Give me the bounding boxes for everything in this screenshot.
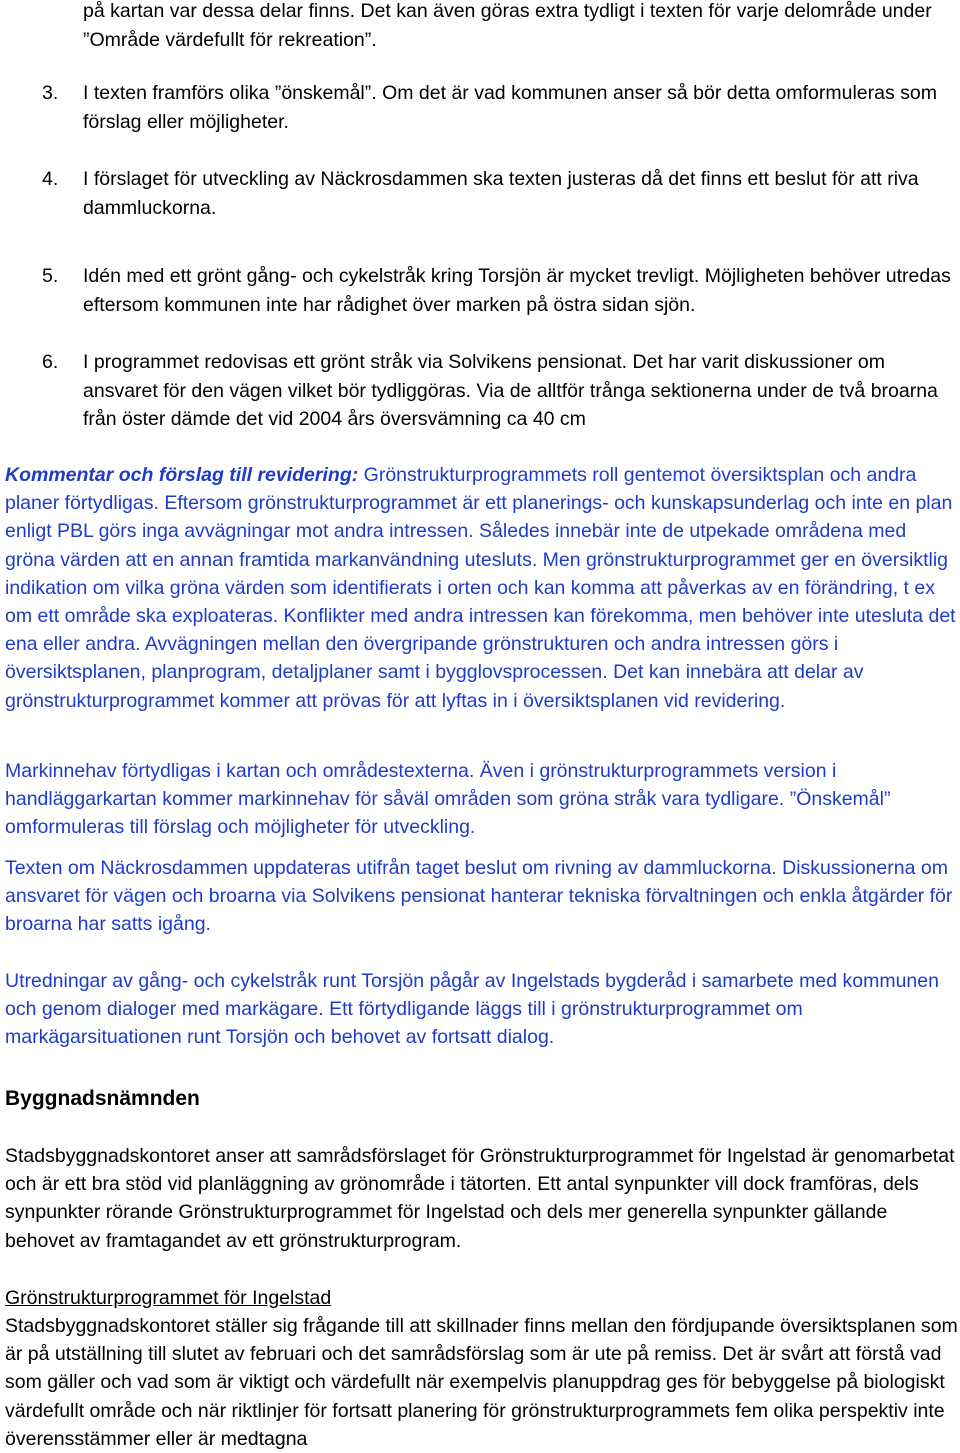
list-number: 5. bbox=[42, 265, 59, 287]
blue-paragraph-markinnehav: Markinnehav förtydligas i kartan och områdestexterna. Även i grönstrukturprogrammets version i handläggarkartan kommer markinnehav för såväl områden som gröna stråk vara tydligare. ”Önskemål” omformuleras till förslag och möjligheter för utveckling. bbox=[5, 760, 891, 839]
list-item-text: I texten framförs olika ”önskemål”. Om det är vad kommunen anser så bör detta omformuleras som förslag eller möjligheter. bbox=[83, 82, 938, 133]
last-paragraph: Stadsbyggnadskontoret ställer sig frågande till att skillnader finns mellan den fördjupande översiktsplanen som är på utställning till slutet av februari och det samrådsförslag som är ute på remiss. Det är svårt att förstå vad som gäller och vad som är viktigt och värdefullt när exempelvis planuppdrag ges för bebyggelse på biologiskt värdefullt område och när riktlinjer för fortsatt planering för grönstrukturprogrammets fem olika perspektiv inte överensstämmer eller är medtagna bbox=[5, 1315, 958, 1450]
list-number: 6. bbox=[42, 351, 59, 373]
comment-paragraph bbox=[5, 461, 960, 715]
list-item-text: I programmet redovisas ett grönt stråk via Solvikens pensionat. Det har varit diskussioner om ansvaret för den vägen vilket bör tydliggöras. Via de alltför trånga sektionerna under de två broarna från öster dämde det vid 2004 års översvämning ca 40 cm bbox=[83, 351, 938, 430]
comment-text: Grönstrukturprogrammets roll gentemot översiktsplan och andra planer förtydligas. Eftersom grönstrukturprogrammet är ett planerings- och kunskapsunderlag och inte en plan enligt PBL görs inga avvägningar mot andra intressen. Således innebär inte de utpekade områdena med gröna värden att en annan framtida markanvändning utesluts. Men grönstrukturprogrammet ger en översiktlig indikation om vilka gröna värden som identifierats i orten och kan komma att påverkas av en förändring, t ex om ett område ska exploateras. Konflikter med andra intressen kan förekomma, men behöver inte utesluta det ena eller andra. Avvägningen mellan den övergripande grönstrukturen och andra intressen görs i översiktsplanen, planprogram, detaljplaner samt i bygglovsprocessen. Det kan innebära att delar av grönstrukturprogrammet kommer att prövas för att lyftas in i översiktsplanen vid revidering. bbox=[5, 464, 956, 712]
section-heading: Byggnadsnämnden bbox=[5, 1087, 200, 1110]
subheading-block bbox=[5, 1284, 960, 1312]
list-number: 4. bbox=[42, 168, 59, 190]
list-item-text: Idén med ett grönt gång- och cykelstråk kring Torsjön är mycket trevligt. Möjligheten behöver utredas eftersom kommunen inte har rådighet över marken på östra sidan sjön. bbox=[83, 265, 951, 316]
list-number: 3. bbox=[42, 82, 59, 104]
subheading: Grönstrukturprogrammet för Ingelstad bbox=[5, 1287, 332, 1309]
body-paragraph: Stadsbyggnadskontoret anser att samrådsförslaget för Grönstrukturprogrammet för Ingelstad är genomarbetat och är ett bra stöd vid planläggning av grönområde i tätorten. Ett antal synpunkter vill dock framföras, dels synpunkter rörande Grönstrukturprogrammet för Ingelstad och dels mer generella synpunkter gällande behovet av framtagandet av ett grönstrukturprogram. bbox=[5, 1145, 955, 1252]
blue-paragraph-torsjon: Utredningar av gång- och cykelstråk runt Torsjön pågår av Ingelstads bygderåd i samarbete med kommunen och genom dialoger med markägare. Ett förtydligande läggs till i grönstrukturprogrammet om markägarsituationen runt Torsjön och behovet av fortsatt dialog. bbox=[5, 970, 939, 1049]
list-item-text: I förslaget för utveckling av Näckrosdammen ska texten justeras då det finns ett beslut för att riva dammluckorna. bbox=[83, 168, 919, 219]
list-item-text: på kartan var dessa delar finns. Det kan även göras extra tydligt i texten för varje delområde under ”Område värdefullt för rekreation”. bbox=[83, 0, 932, 51]
blue-paragraph-nackrosdammen: Texten om Näckrosdammen uppdateras utifrån taget beslut om rivning av dammluckorna. Diskussionerna om ansvaret för vägen och broarna via Solvikens pensionat hanterar tekniska förvaltningen och enkla åtgärder för broarna har satts igång. bbox=[5, 857, 953, 936]
comment-label: Kommentar och förslag till revidering: bbox=[5, 464, 359, 486]
